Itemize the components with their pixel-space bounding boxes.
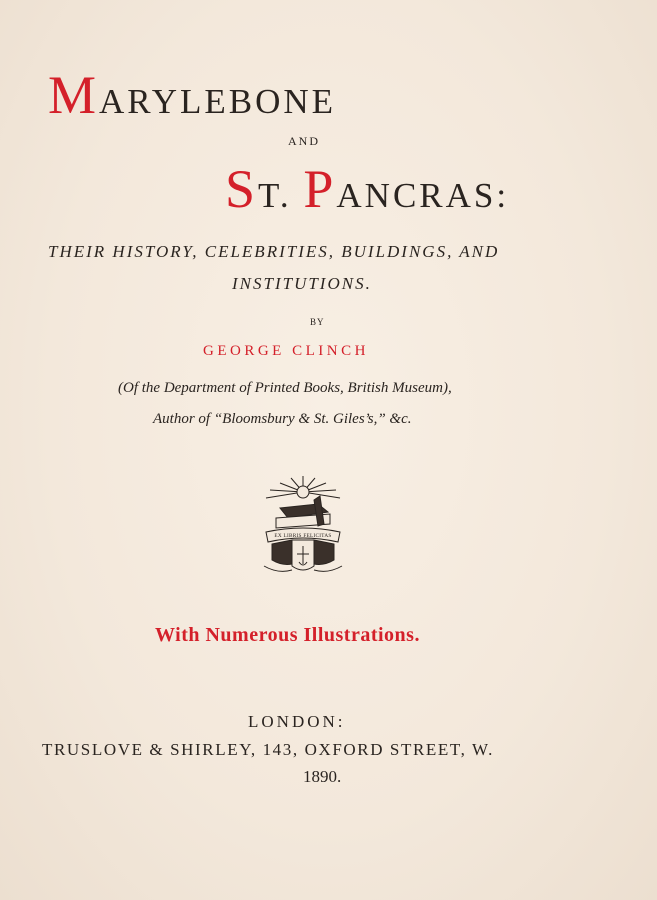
byline-by: BY <box>310 317 325 327</box>
subtitle-line-2: INSTITUTIONS. <box>232 274 372 293</box>
publisher-device-emblem-icon <box>258 474 348 584</box>
author-affiliation-1: (Of the Department of Printed Books, British Museum), <box>118 380 452 396</box>
title-pancras-rest: ANCRAS: <box>336 176 510 215</box>
illustrations-note: With Numerous Illustrations. <box>155 624 420 646</box>
author-name: GEORGE CLINCH <box>203 343 369 359</box>
sunburst-icon <box>266 476 340 498</box>
title-drop-cap-p: P <box>303 159 337 219</box>
title-conjunction: AND <box>288 134 320 148</box>
title-marylebone <box>48 64 657 126</box>
imprint-city: LONDON: <box>248 712 346 731</box>
author-affiliation-2: Author of “Bloomsbury & St. Giles’s,” &c. <box>153 411 412 427</box>
title-drop-cap-s: S <box>225 159 259 219</box>
imprint-year: 1890. <box>303 767 342 786</box>
title-drop-cap-m: M <box>48 65 100 125</box>
imprint-publisher: TRUSLOVE & SHIRLEY, 143, OXFORD STREET, W. <box>42 740 494 759</box>
emblem-motto: EX LIBRIS FELICITAS <box>274 533 332 539</box>
title-marylebone-rest: ARYLEBONE <box>99 82 337 121</box>
subtitle-line-1: THEIR HISTORY, CELEBRITIES, BUILDINGS, AND <box>48 242 500 261</box>
title-st-pancras <box>225 158 657 220</box>
title-st-rest: T. <box>258 176 304 215</box>
